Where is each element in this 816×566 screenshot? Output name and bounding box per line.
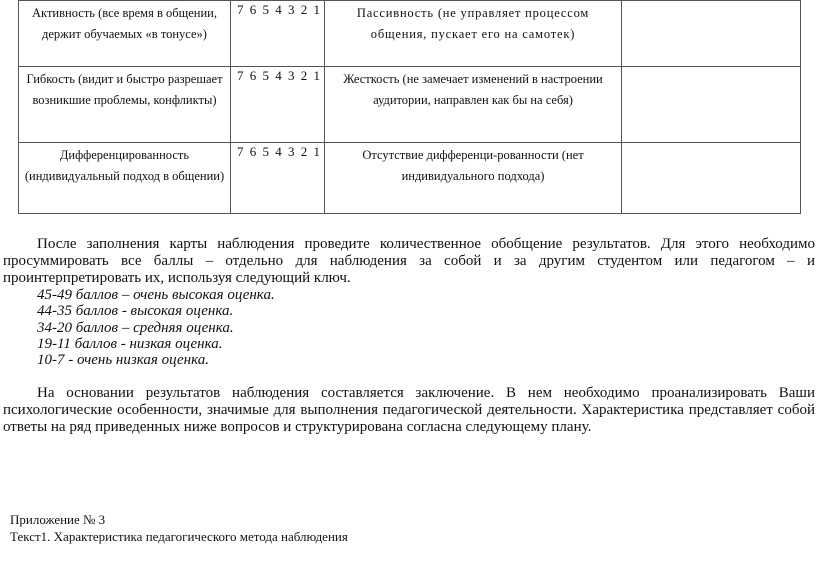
positive-quality-cell bbox=[19, 67, 231, 143]
scale-cell bbox=[231, 143, 325, 214]
positive-quality-text: Гибкость (видит и быстро разрешает возникшие проблемы, конфликты) bbox=[26, 72, 223, 107]
negative-quality-cell bbox=[325, 1, 622, 67]
negative-quality-text: Жесткость (не замечает изменений в настроении аудитории, направлен как бы на себя) bbox=[343, 72, 603, 107]
negative-quality-cell bbox=[325, 67, 622, 143]
negative-quality-text: Пассивность (не управляет процессом общения, пускает его на самотек) bbox=[356, 6, 590, 41]
table-row bbox=[19, 1, 801, 67]
positive-quality-text: Дифференцированность (индивидуальный подход в общении) bbox=[24, 148, 225, 183]
empty-cell bbox=[622, 1, 801, 67]
rating-scale: 7 6 5 4 3 2 1 bbox=[237, 144, 322, 159]
empty-cell bbox=[622, 67, 801, 143]
rating-scale: 7 6 5 4 3 2 1 bbox=[237, 68, 322, 83]
instructions-paragraph: После заполнения карты наблюдения проведите количественное обобщение результатов. Для этого необходимо просуммировать все баллы – отдельно для наблюдения за собой и за другим студентом или педагогом – и проинтерпретировать их, используя следующий ключ. bbox=[3, 236, 815, 286]
positive-quality-cell bbox=[19, 1, 231, 67]
negative-quality-text: Отсутствие дифференци-рованности (нет индивидуального подхода) bbox=[362, 148, 584, 183]
scale-cell bbox=[231, 67, 325, 143]
table-row bbox=[19, 67, 801, 143]
scale-cell bbox=[231, 1, 325, 67]
scoring-key-item: 44-35 баллов - высокая оценка. bbox=[37, 303, 234, 320]
scoring-key-item: 10-7 - очень низкая оценка. bbox=[37, 352, 209, 369]
positive-quality-text: Активность (все время в общении, держит обучаемых «в тонусе») bbox=[32, 6, 217, 41]
observation-table bbox=[18, 0, 801, 214]
conclusion-paragraph: На основании результатов наблюдения составляется заключение. В нем необходимо проанализировать Ваши психологические особенности, значимые для выполнения педагогической деятельности. Характеристика представляет собой ответы на ряд приведенных ниже вопросов и структурирована согласна следующему плану. bbox=[3, 385, 815, 435]
scoring-key-item: 45-49 баллов – очень высокая оценка. bbox=[37, 287, 275, 303]
negative-quality-cell bbox=[325, 143, 622, 214]
empty-cell bbox=[622, 143, 801, 214]
appendix-title: Приложение № 3 bbox=[10, 512, 106, 527]
appendix-subtitle: Текст1. Характеристика педагогического метода наблюдения bbox=[10, 529, 348, 544]
scoring-key-list bbox=[37, 287, 275, 368]
scoring-key-item: 34-20 баллов – средняя оценка. bbox=[37, 319, 234, 336]
table-row bbox=[19, 143, 801, 214]
positive-quality-cell bbox=[19, 143, 231, 214]
appendix-block bbox=[10, 511, 348, 545]
scoring-key-item: 19-11 баллов - низкая оценка. bbox=[37, 335, 223, 352]
rating-scale: 7 6 5 4 3 2 1 bbox=[237, 2, 322, 17]
